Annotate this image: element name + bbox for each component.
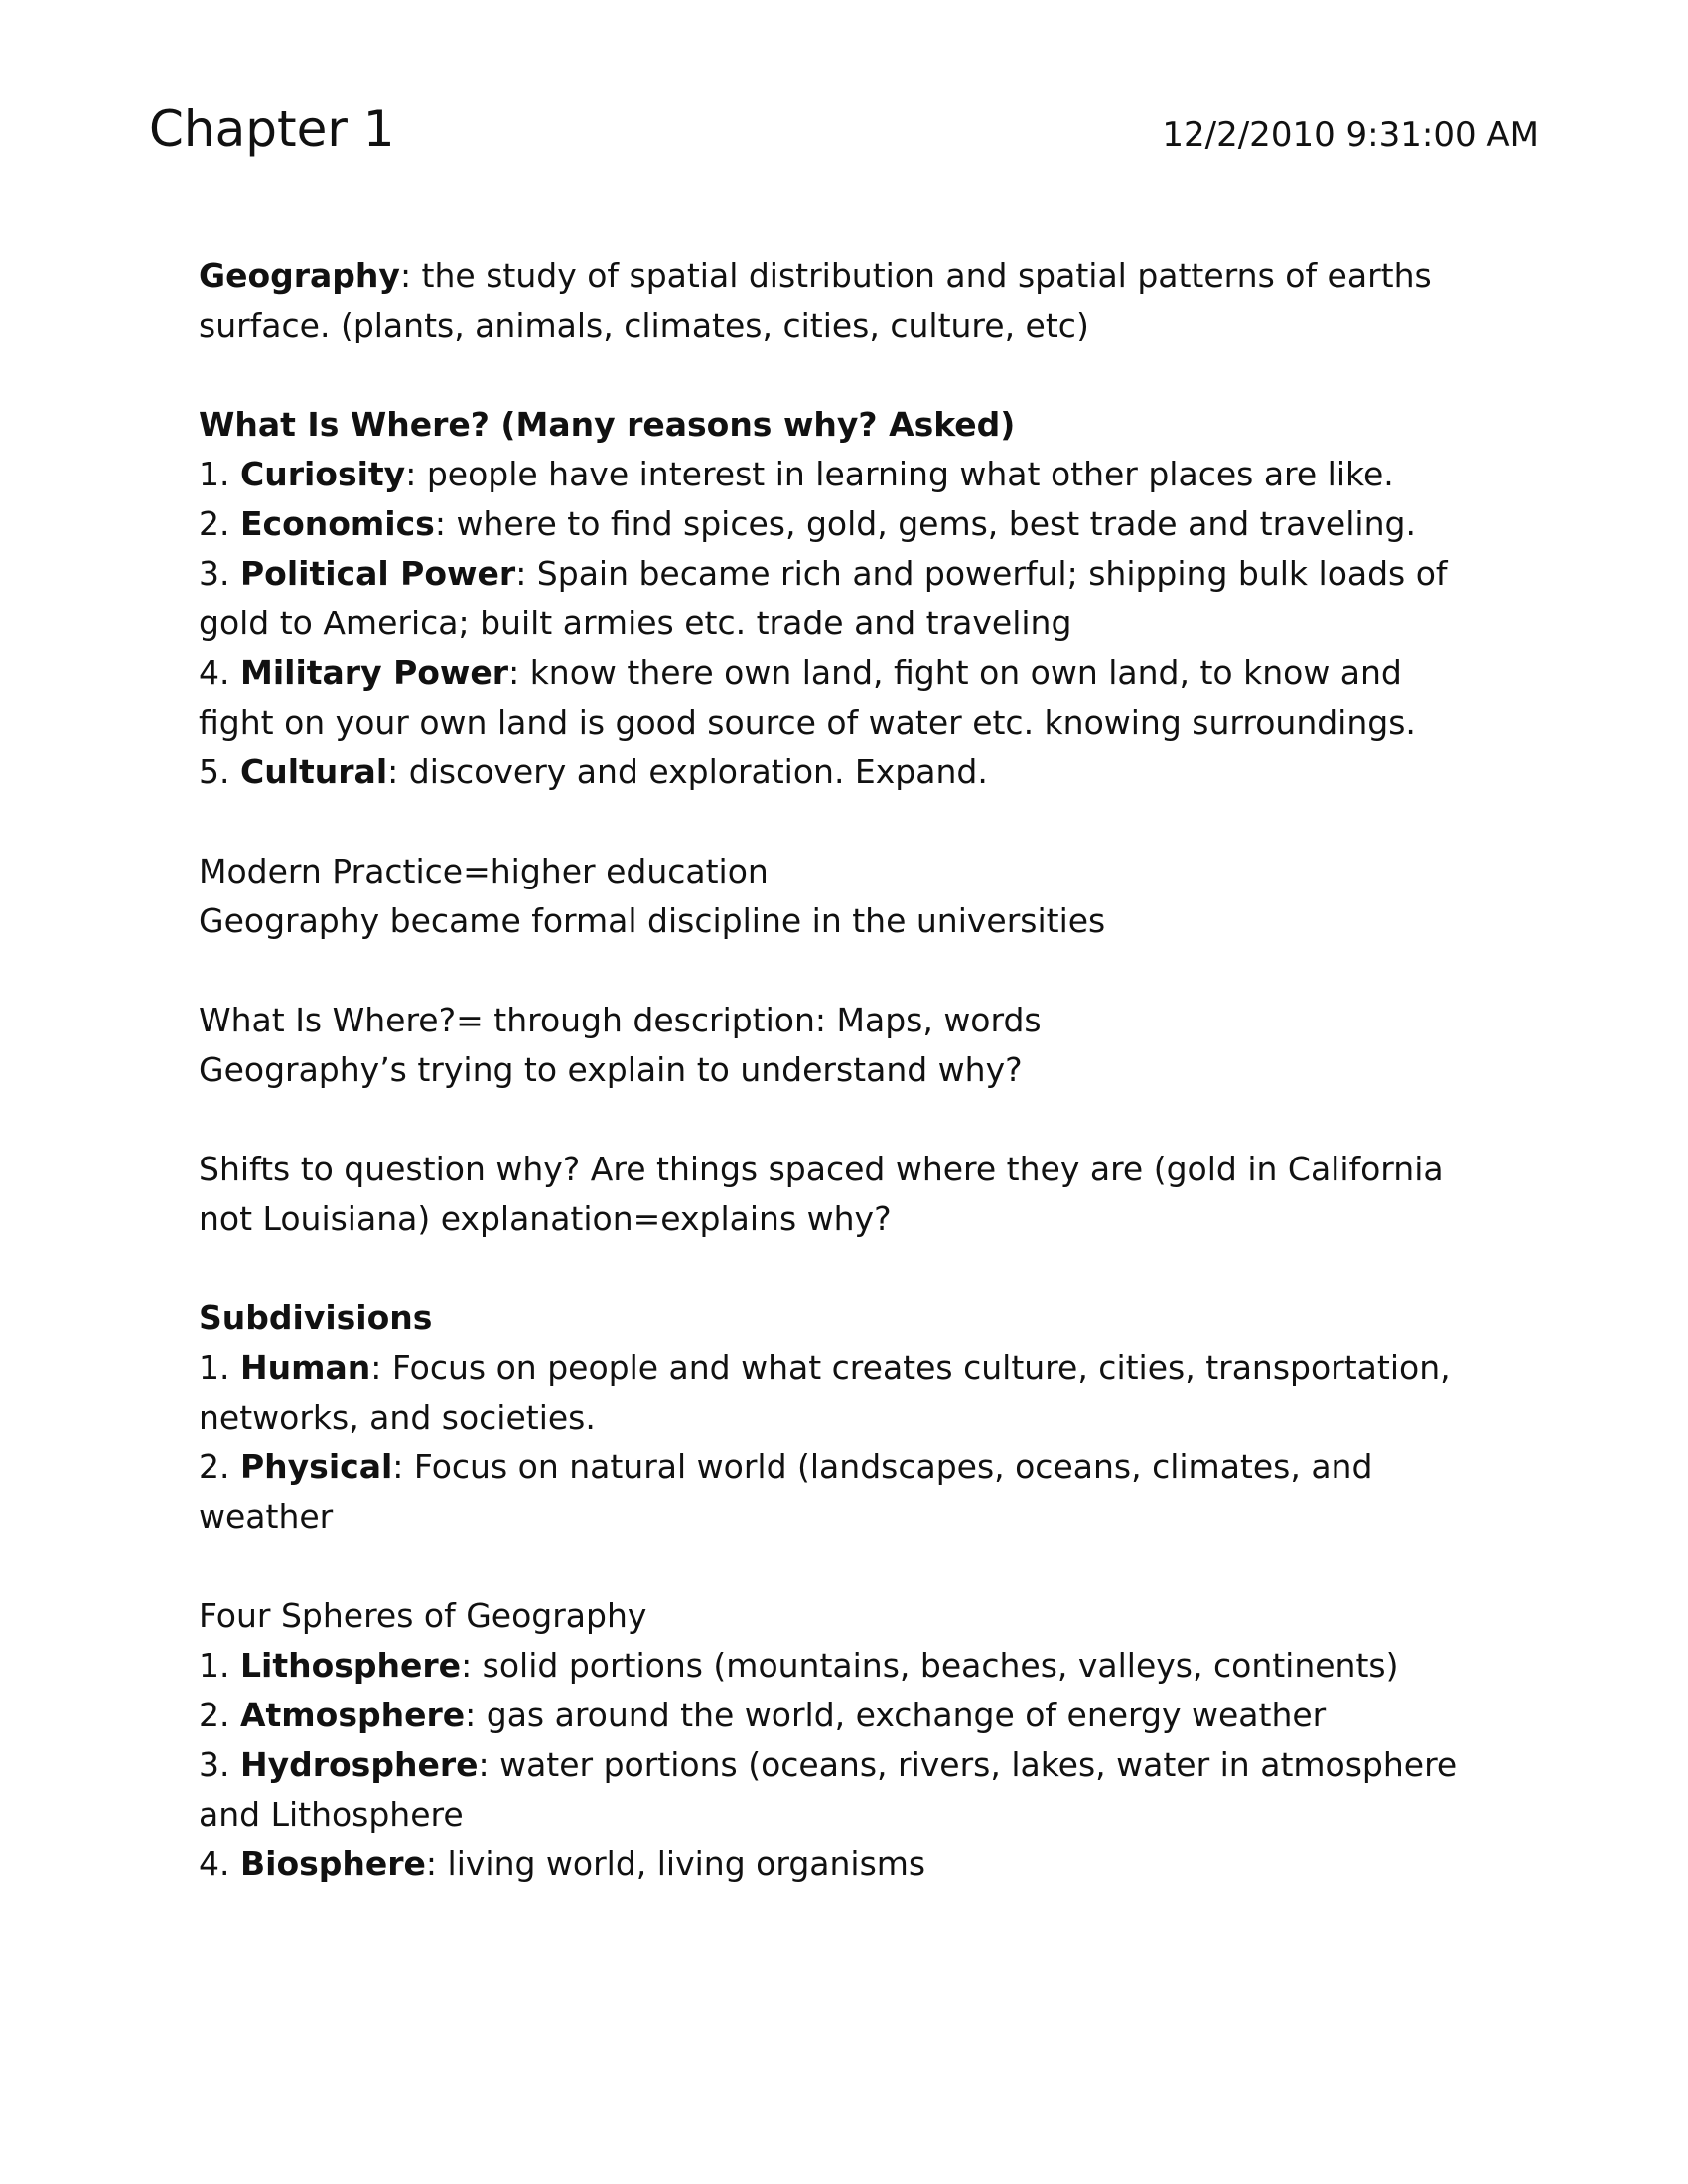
list-item-term: Physical (239, 1447, 393, 1486)
list-item-term: Curiosity (239, 455, 406, 493)
shifts-line: not Louisiana) explanation=explains why? (199, 1199, 892, 1238)
definition-term: Geography (199, 256, 400, 295)
list-item-term: Human (239, 1348, 371, 1387)
list-item-cultural: 5. Cultural: discovery and exploration. Expand. (199, 752, 988, 791)
list-item-continuation: fight on your own land is good source of water etc. knowing surroundings. (199, 703, 1416, 742)
list-item-term: Political Power (239, 554, 516, 593)
list-item-political-power: 3. Political Power: Spain became rich and powerful; shipping bulk loads of (199, 554, 1448, 593)
section-heading-four-spheres: Four Spheres of Geography (199, 1596, 647, 1635)
timestamp: 12/2/2010 9:31:00 AM (1162, 115, 1539, 155)
list-item-curiosity: 1. Curiosity: people have interest in learning what other places are like. (199, 455, 1394, 493)
list-item-continuation: gold to America; built armies etc. trade and traveling (199, 604, 1072, 642)
spacer (199, 946, 1509, 996)
list-item-hydrosphere: 3. Hydrosphere: water portions (oceans, rivers, lakes, water in atmosphere (199, 1745, 1458, 1784)
list-item-term: Economics (239, 504, 435, 543)
list-item-military-power: 4. Military Power: know there own land, fight on own land, to know and (199, 653, 1402, 692)
definition-text-continued: surface. (plants, animals, climates, cities, culture, etc) (199, 306, 1089, 344)
modern-practice-line: Modern Practice=higher education (199, 852, 769, 890)
list-item-human: 1. Human: Focus on people and what creates culture, cities, transportation, (199, 1348, 1451, 1387)
list-item-continuation: and Lithosphere (199, 1795, 464, 1834)
chapter-title: Chapter 1 (149, 100, 395, 158)
list-item-continuation: weather (199, 1497, 334, 1536)
page-header (149, 99, 1539, 169)
section-heading-subdivisions: Subdivisions (199, 1298, 433, 1337)
description-line: What Is Where?= through description: Maps, words (199, 1001, 1042, 1039)
spacer (199, 797, 1509, 847)
list-item-economics: 2. Economics: where to find spices, gold, gems, best trade and traveling. (199, 504, 1416, 543)
list-item-term: Hydrosphere (239, 1745, 479, 1784)
spacer (199, 350, 1509, 400)
list-item-lithosphere: 1. Lithosphere: solid portions (mountains, beaches, valleys, continents) (199, 1646, 1399, 1685)
spacer (199, 1095, 1509, 1145)
geography-definition: Geography: the study of spatial distribution and spatial patterns of earths (199, 256, 1432, 295)
list-item-physical: 2. Physical: Focus on natural world (landscapes, oceans, climates, and (199, 1447, 1373, 1486)
list-item-atmosphere: 2. Atmosphere: gas around the world, exchange of energy weather (199, 1696, 1327, 1734)
shifts-line: Shifts to question why? Are things spaced where they are (gold in California (199, 1150, 1444, 1188)
list-item-term: Lithosphere (239, 1646, 462, 1685)
list-item-term: Cultural (239, 752, 388, 791)
description-line: Geography’s trying to explain to understand why? (199, 1050, 1023, 1089)
list-item-term: Atmosphere (239, 1696, 466, 1734)
spacer (199, 1542, 1509, 1591)
section-heading-what-is-where: What Is Where? (Many reasons why? Asked) (199, 405, 1016, 444)
list-item-biosphere: 4. Biosphere: living world, living organisms (199, 1844, 926, 1883)
definition-text: the study of spatial distribution and spatial patterns of earths (421, 256, 1432, 295)
list-item-term: Military Power (239, 653, 509, 692)
list-item-continuation: networks, and societies. (199, 1398, 596, 1436)
notes-body (199, 251, 1509, 1889)
list-item-term: Biosphere (239, 1844, 426, 1883)
spacer (199, 1244, 1509, 1294)
modern-practice-line: Geography became formal discipline in the universities (199, 901, 1106, 940)
